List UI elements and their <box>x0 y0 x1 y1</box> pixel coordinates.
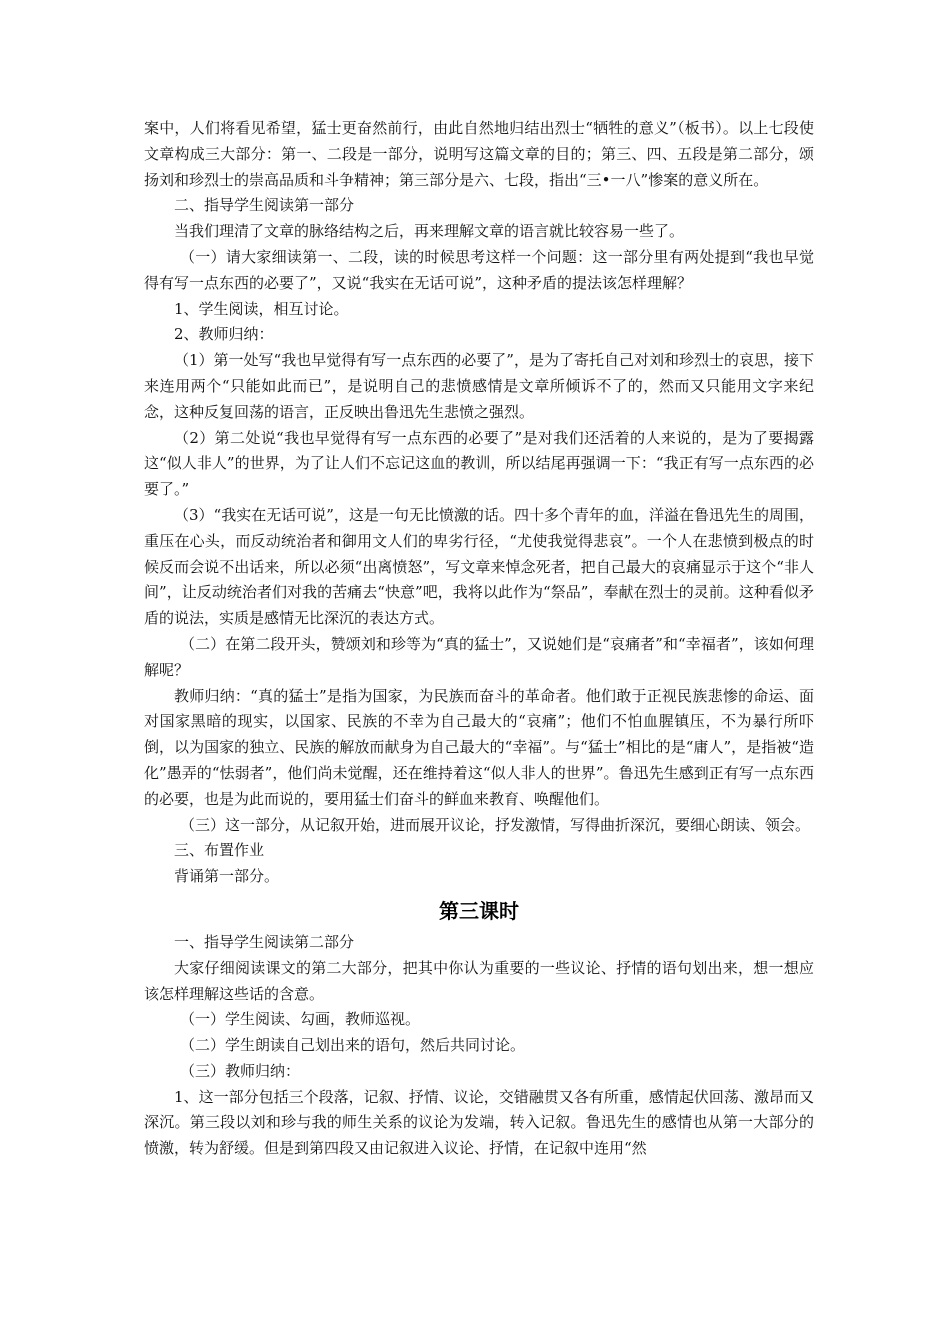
paragraph: 背诵第一部分。 <box>174 867 280 886</box>
lesson-title: 第三课时 <box>439 898 519 923</box>
paragraph: 教师归纳：“真的猛士”是指为国家，为民族而奋斗的革命者。他们敢于正视民族悲惨的命运、面对国家黑暗的现实，以国家、民族的不幸为自己最大的“哀痛”；他们不怕血腥镇压，不为暴行所吓倒，以为国家的独立、民族的解放而献身为自己最大的“幸福”。与“猛士”相比的是“庸人”，是指被“造化”愚弄的“怯弱者”，他们尚未觉醒，还在维持着这“似人非人的世界”。鲁迅先生感到正有写一点东西的必要，也是为此而说的，要用猛士们奋斗的鲜血来教育、唤醒他们。 <box>144 686 814 808</box>
section-heading: 三、布置作业 <box>174 841 265 860</box>
paragraph: 1、这一部分包括三个段落，记叙、抒情、议论，交错融贯又各有所重，感情起伏回荡、激昂而又深沉。第三段以刘和珍与我的师生关系的议论为发端，转入记叙。鲁迅先生的感情也从第一大部分的愤激，转为舒缓。但是到第四段又由记叙进入议论、抒情，在记叙中连用“然 <box>144 1087 814 1158</box>
list-item: 2、教师归纳： <box>174 325 274 344</box>
paragraph: （3）“我实在无话可说”，这是一句无比愤激的话。四十多个青年的血，洋溢在鲁迅先生的周围，重压在心头，而反动统治者和御用文人们的卑劣行径，“尤使我觉得悲哀”。一个人在悲愤到极点的时候反而会说不出话来，所以必须“出离愤怒”，写文章来悼念死者，把自己最大的哀痛显示于这个“非人间”，让反动统治者们对我的苦痛去“快意”吧，我将以此作为“祭品”，奉献在烈士的灵前。这种看似矛盾的说法，实质是感情无比深沉的表达方式。 <box>144 505 814 628</box>
document-body <box>144 116 814 1162</box>
question-paragraph: （一）请大家细读第一、二段，读的时候思考这样一个问题：这一部分里有两处提到“我也早觉得有写一点东西的必要了”，又说“我实在无话可说”，这种矛盾的提法该怎样理解？ <box>144 247 814 292</box>
section-heading: 一、指导学生阅读第二部分 <box>174 932 355 951</box>
list-item: （二）学生朗读自己划出来的语句，然后共同讨论。 <box>180 1036 526 1055</box>
paragraph: 案中，人们将看见希望，猛士更奋然前行，由此自然地归结出烈士“牺牲的意义”（板书）。以上七段使文章构成三大部分：第一、二段是一部分，说明写这篇文章的目的；第三、四、五段是第二部分，颂扬刘和珍烈士的崇高品质和斗争精神；第三部分是六、七段，指出“三•一八”惨案的意义所在。 <box>144 119 814 189</box>
paragraph: （2）第二处说“我也早觉得有写一点东西的必要了”是对我们还活着的人来说的，是为了要揭露这“似人非人”的世界，为了让人们不忘记这血的教训，所以结尾再强调一下：“我正有写一点东西的必要了。” <box>144 428 814 499</box>
paragraph: （三）这一部分，从记叙开始，进而展开议论，抒发激情，写得曲折深沉，要细心朗读、领会。 <box>180 815 811 834</box>
paragraph: 大家仔细阅读课文的第二大部分，把其中你认为重要的一些议论、抒情的语句划出来，想一想应该怎样理解这些话的含意。 <box>144 958 814 1003</box>
list-item: 1、学生阅读，相互讨论。 <box>174 299 349 318</box>
paragraph: 当我们理清了文章的脉络结构之后，再来理解文章的语言就比较容易一些了。 <box>174 222 685 241</box>
section-heading: 二、指导学生阅读第一部分 <box>174 196 355 215</box>
list-item: （三）教师归纳： <box>180 1061 301 1080</box>
list-item: （一）学生阅读、勾画，教师巡视。 <box>180 1010 421 1029</box>
question-paragraph: （二）在第二段开头，赞颂刘和珍等为“真的猛士”，又说她们是“哀痛者”和“幸福者”，该如何理解呢？ <box>144 634 814 679</box>
paragraph: （1）第一处写“我也早觉得有写一点东西的必要了”，是为了寄托自己对刘和珍烈士的哀思，接下来连用两个“只能如此而已”，是说明自己的悲愤感情是文章所倾诉不了的，然而又只能用文字来纪念，这种反复回荡的语言，正反映出鲁迅先生悲愤之强烈。 <box>144 351 814 421</box>
